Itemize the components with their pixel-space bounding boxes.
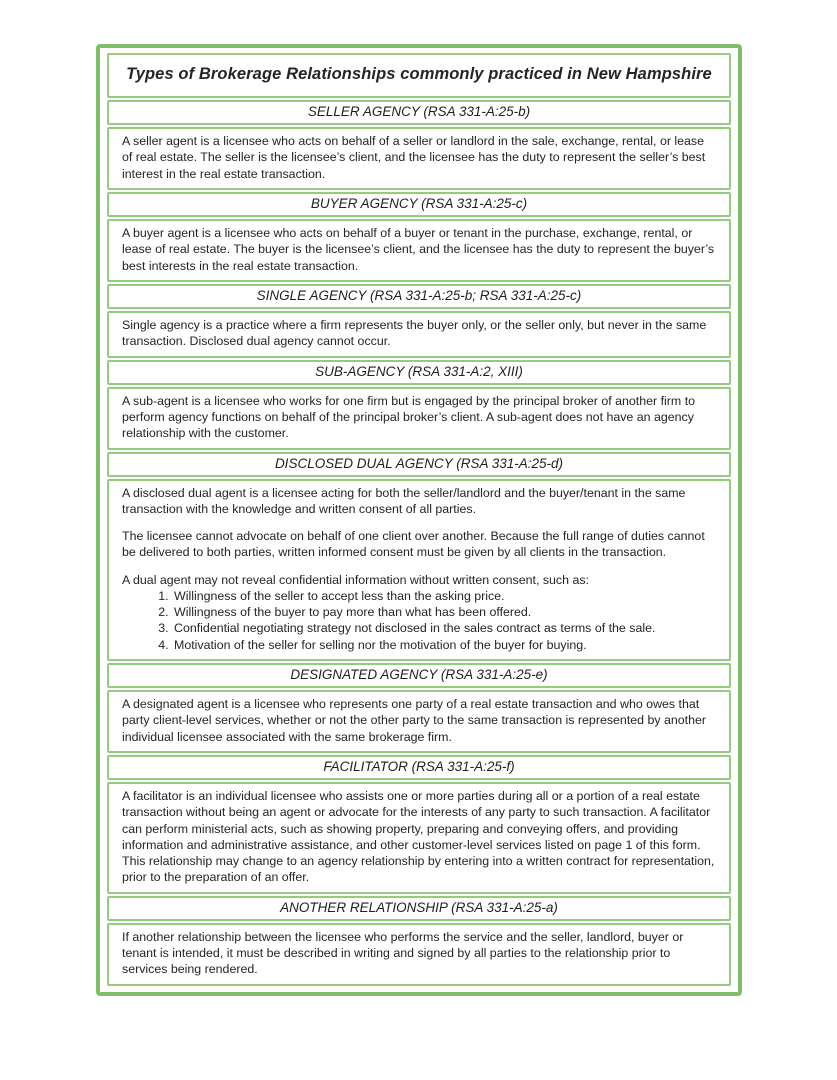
section-body-disclosed-dual-agency — [107, 479, 731, 661]
section-heading: SUB-AGENCY (RSA 331-A:2, XIII) — [315, 363, 523, 379]
brokerage-relationships-form — [96, 44, 742, 996]
paragraph: The licensee cannot advocate on behalf of one client over another. Because the full range of duties cannot be delivered to both parties, written informed consent must be given by all clients in the transaction. — [122, 529, 705, 560]
list-item: 2. Willingness of the buyer to pay more than what has been offered. — [172, 604, 716, 620]
paragraph: A sub-agent is a licensee who works for one firm but is engaged by the principal broker of another firm to perform agency functions on behalf of the principal broker’s client. A sub-agent does not have an agency relationship with the customer. — [122, 393, 696, 441]
paragraph: A designated agent is a licensee who represents one party of a real estate transaction and who owes that party client-level services, whether or not the other party to the same transaction is represented by another individual licensee associated with the same brokerage firm. — [122, 697, 707, 744]
section-heading: BUYER AGENCY (RSA 331-A:25-c) — [310, 195, 528, 211]
section-heading: DESIGNATED AGENCY (RSA 331-A:25-e) — [290, 666, 548, 682]
paragraph: A disclosed dual agent is a licensee acting for both the seller/landlord and the buyer/tenant in the same transaction with the knowledge and written consent of all parties. — [122, 485, 686, 516]
list-item: 1. Willingness of the seller to accept less than the asking price. — [172, 588, 716, 604]
paragraph: A buyer agent is a licensee who acts on behalf of a buyer or tenant in the purchase, exchange, rental, or lease of real estate. The buyer is the licensee’s client, and the licensee has the duty to represent the buyer’s best interests in the real estate transaction. — [122, 226, 715, 273]
section-body-single-agency — [107, 311, 731, 358]
paragraph: A dual agent may not reveal confidential information without written consent, such as: — [122, 572, 589, 587]
section-heading: DISCLOSED DUAL AGENCY (RSA 331-A:25-d) — [274, 455, 564, 471]
section-body-designated-agency — [107, 690, 731, 753]
paragraph: Single agency is a practice where a firm represents the buyer only, or the seller only, but never in the same transaction. Disclosed dual agency cannot occur. — [122, 318, 707, 349]
section-header-single-agency — [107, 284, 731, 309]
title-box — [107, 53, 731, 98]
paragraph: A seller agent is a licensee who acts on behalf of a seller or landlord in the sale, exchange, rental, or lease of real estate. The seller is the licensee’s client, and the licensee has the duty to represent the seller’s best interest in the real estate transaction. — [122, 134, 706, 181]
list-item: 3. Confidential negotiating strategy not disclosed in the sales contract as terms of the sale. — [172, 620, 716, 636]
section-header-facilitator — [107, 755, 731, 780]
dual-agency-confidential-list — [122, 588, 716, 653]
list-item: 4. Motivation of the seller for selling nor the motivation of the buyer for buying. — [172, 637, 716, 653]
section-body-facilitator — [107, 782, 731, 894]
section-header-another-relationship — [107, 896, 731, 921]
section-body-sub-agency — [107, 387, 731, 450]
section-heading: ANOTHER RELATIONSHIP (RSA 331-A:25-a) — [280, 899, 558, 915]
section-heading: FACILITATOR (RSA 331-A:25-f) — [323, 758, 515, 774]
section-heading: SELLER AGENCY (RSA 331-A:25-b) — [307, 104, 531, 119]
section-heading: SINGLE AGENCY (RSA 331-A:25-b; RSA 331-A:25-c) — [256, 287, 582, 303]
paragraph: A facilitator is an individual licensee who assists one or more parties during all or a portion of a real estate transaction without being an agent or advocate for the interests of any party to such transaction. A facilitator can perform ministerial acts, such as showing property, preparing and conveying offers, and providing information and administrative assistance, and other customer-level services listed on page 1 of this form. This relationship may change to an agency relationship by entering into a written contract for representation, prior to the preparation of an offer. — [122, 789, 715, 885]
section-header-disclosed-dual-agency — [107, 452, 731, 477]
section-body-buyer-agency — [107, 219, 731, 282]
section-body-seller-agency — [107, 127, 731, 190]
section-header-sub-agency — [107, 360, 731, 385]
section-body-another-relationship — [107, 923, 731, 986]
section-header-seller-agency — [107, 100, 731, 125]
section-header-designated-agency — [107, 663, 731, 688]
page-title: Types of Brokerage Relationships commonly practiced in New Hampshire — [126, 65, 712, 83]
paragraph: If another relationship between the licensee who performs the service and the seller, landlord, buyer or tenant is intended, it must be described in writing and signed by all parties to the relationship prior to services being rendered. — [122, 929, 684, 977]
section-header-buyer-agency — [107, 192, 731, 217]
